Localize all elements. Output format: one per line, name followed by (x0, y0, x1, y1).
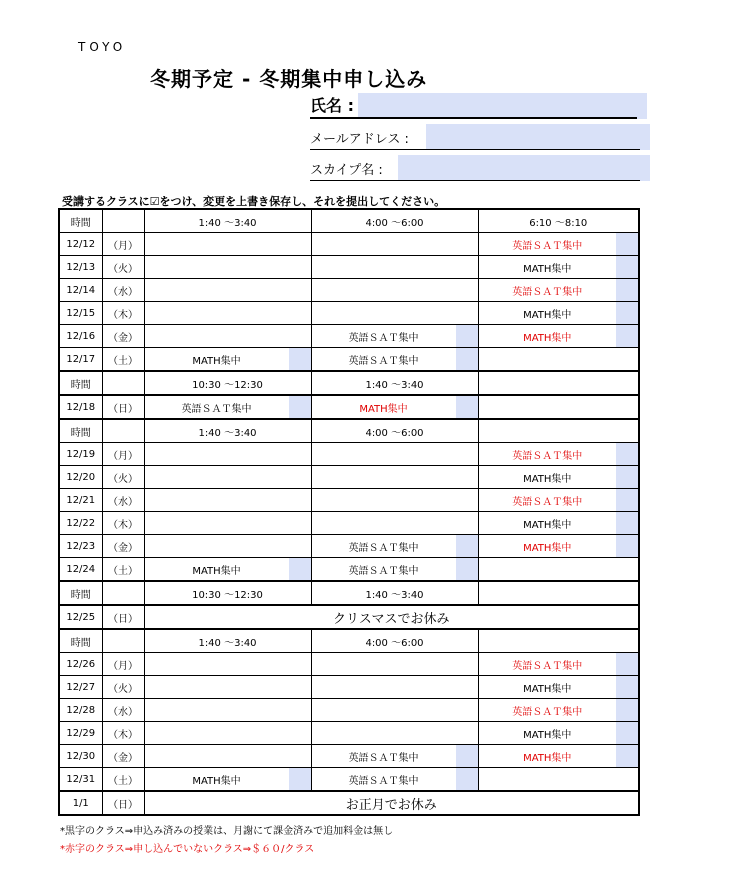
time-slot-cell (478, 629, 639, 653)
class-cell[interactable] (478, 699, 639, 722)
page-title: 冬期予定 - 冬期集中申し込み (150, 67, 428, 91)
empty-cell (311, 233, 478, 256)
weekday-cell: （月） (102, 233, 144, 256)
date-cell: 12/15 (59, 302, 102, 325)
empty-cell (311, 653, 478, 676)
email-field (310, 124, 650, 150)
schedule-row (59, 676, 639, 699)
weekday-cell: （土） (102, 768, 144, 792)
class-cell[interactable] (478, 745, 639, 768)
schedule-row (59, 653, 639, 676)
schedule-row (59, 466, 639, 489)
schedule-row (59, 325, 639, 348)
date-cell: 12/19 (59, 443, 102, 466)
schedule-table (58, 208, 640, 816)
time-slot-cell: 1:40 ～3:40 (311, 581, 478, 605)
class-label: MATH集中 (192, 355, 241, 367)
time-slot-cell: 10:30 ～12:30 (144, 371, 311, 395)
schedule-row (59, 558, 639, 582)
weekday-cell (102, 581, 144, 605)
empty-cell (478, 558, 639, 582)
weekday-cell: （日） (102, 605, 144, 629)
weekday-cell: （火） (102, 466, 144, 489)
holiday-cell: クリスマスでお休み (144, 605, 639, 629)
class-cell[interactable] (478, 489, 639, 512)
time-header-row (59, 371, 639, 395)
name-label: 氏名 : (310, 96, 354, 115)
schedule-row (59, 489, 639, 512)
weekday-cell: （木） (102, 512, 144, 535)
empty-cell (311, 302, 478, 325)
class-label: 英語ＳＡＴ集中 (512, 660, 583, 672)
weekday-cell: （水） (102, 699, 144, 722)
class-cell[interactable] (144, 558, 311, 582)
schedule-row (59, 605, 639, 629)
class-cell[interactable] (478, 722, 639, 745)
class-label: 英語ＳＡＴ集中 (512, 496, 583, 508)
class-cell[interactable] (478, 676, 639, 699)
schedule-row (59, 302, 639, 325)
class-label: 英語ＳＡＴ集中 (512, 450, 583, 462)
date-cell: 12/21 (59, 489, 102, 512)
class-cell[interactable] (311, 745, 478, 768)
empty-cell (144, 279, 311, 302)
class-cell[interactable] (478, 279, 639, 302)
class-label: MATH集中 (523, 332, 572, 344)
weekday-cell: （金） (102, 535, 144, 558)
class-cell[interactable] (144, 768, 311, 792)
class-cell[interactable] (311, 768, 478, 792)
time-header-row (59, 419, 639, 443)
schedule-row (59, 535, 639, 558)
holiday-cell: お正月でお休み (144, 791, 639, 815)
weekday-cell: （金） (102, 325, 144, 348)
schedule-row (59, 745, 639, 768)
note-black: *黒字のクラス⇒申込み済みの授業は、月謝にて課金済みで追加料金は無し (60, 826, 394, 837)
empty-cell (311, 512, 478, 535)
time-header-row (59, 629, 639, 653)
empty-cell (144, 302, 311, 325)
empty-cell (144, 745, 311, 768)
class-label: MATH集中 (523, 729, 572, 741)
class-label: 英語ＳＡＴ集中 (348, 332, 419, 344)
class-cell[interactable] (478, 325, 639, 348)
class-cell[interactable] (478, 466, 639, 489)
schedule-row (59, 791, 639, 815)
class-cell[interactable] (311, 395, 478, 419)
empty-cell (311, 256, 478, 279)
email-underline (310, 149, 640, 150)
class-cell[interactable] (478, 256, 639, 279)
class-label: MATH集中 (523, 309, 572, 321)
empty-cell (144, 512, 311, 535)
schedule-row (59, 348, 639, 372)
time-slot-cell: 4:00 ～6:00 (311, 209, 478, 233)
weekday-cell: （土） (102, 558, 144, 582)
date-cell: 12/12 (59, 233, 102, 256)
class-label: 英語ＳＡＴ集中 (348, 752, 419, 764)
class-label: 英語ＳＡＴ集中 (512, 706, 583, 718)
class-label: MATH集中 (523, 542, 572, 554)
date-cell: 12/18 (59, 395, 102, 419)
class-cell[interactable] (478, 233, 639, 256)
weekday-cell: （木） (102, 302, 144, 325)
skype-input[interactable] (398, 155, 650, 181)
date-cell: 12/13 (59, 256, 102, 279)
schedule-row (59, 722, 639, 745)
class-cell[interactable] (311, 348, 478, 372)
class-label: 英語ＳＡＴ集中 (348, 355, 419, 367)
weekday-cell: （土） (102, 348, 144, 372)
email-input[interactable] (426, 124, 650, 150)
class-label: MATH集中 (523, 683, 572, 695)
weekday-cell: （火） (102, 256, 144, 279)
name-input[interactable] (358, 93, 647, 119)
time-slot-cell (478, 419, 639, 443)
time-slot-cell: 1:40 ～3:40 (144, 209, 311, 233)
date-cell: 12/31 (59, 768, 102, 792)
class-label: 英語ＳＡＴ集中 (348, 542, 419, 554)
empty-cell (144, 535, 311, 558)
class-label: MATH集中 (523, 519, 572, 531)
class-cell[interactable] (311, 535, 478, 558)
class-label: MATH集中 (359, 403, 408, 415)
date-cell: 時間 (59, 209, 102, 233)
class-cell[interactable] (478, 443, 639, 466)
class-cell[interactable] (144, 395, 311, 419)
time-slot-cell (478, 371, 639, 395)
empty-cell (144, 489, 311, 512)
name-underline (310, 117, 637, 119)
empty-cell (478, 348, 639, 372)
schedule-row (59, 512, 639, 535)
class-cell[interactable] (311, 325, 478, 348)
date-cell: 12/20 (59, 466, 102, 489)
empty-cell (311, 443, 478, 466)
date-cell: 12/17 (59, 348, 102, 372)
empty-cell (144, 325, 311, 348)
empty-cell (311, 279, 478, 302)
skype-underline (310, 180, 640, 181)
class-label: MATH集中 (192, 775, 241, 787)
time-slot-cell (478, 581, 639, 605)
weekday-cell: （金） (102, 745, 144, 768)
skype-label: スカイプ名 : (310, 163, 383, 178)
class-label: 英語ＳＡＴ集中 (512, 240, 583, 252)
class-label: MATH集中 (523, 263, 572, 275)
time-header-row (59, 581, 639, 605)
date-cell: 12/27 (59, 676, 102, 699)
date-cell: 1/1 (59, 791, 102, 815)
weekday-cell (102, 209, 144, 233)
skype-field (310, 155, 650, 181)
class-label: MATH集中 (523, 473, 572, 485)
schedule-row (59, 443, 639, 466)
name-field (310, 93, 647, 119)
email-label: メールアドレス : (310, 132, 409, 147)
date-cell: 12/23 (59, 535, 102, 558)
weekday-cell: （火） (102, 676, 144, 699)
date-cell: 時間 (59, 581, 102, 605)
date-cell: 時間 (59, 371, 102, 395)
empty-cell (478, 395, 639, 419)
weekday-cell: （月） (102, 443, 144, 466)
class-label: 英語ＳＡＴ集中 (512, 286, 583, 298)
brand-logo-text: TOYO (78, 40, 127, 54)
date-cell: 12/30 (59, 745, 102, 768)
date-cell: 時間 (59, 419, 102, 443)
date-cell: 12/24 (59, 558, 102, 582)
class-label: 英語ＳＡＴ集中 (181, 403, 252, 415)
schedule-row (59, 395, 639, 419)
date-cell: 12/28 (59, 699, 102, 722)
schedule-row (59, 279, 639, 302)
schedule-row (59, 233, 639, 256)
time-slot-cell: 4:00 ～6:00 (311, 419, 478, 443)
time-slot-cell: 6:10 ～8:10 (478, 209, 639, 233)
time-header-row (59, 209, 639, 233)
empty-cell (311, 676, 478, 699)
time-slot-cell: 1:40 ～3:40 (144, 629, 311, 653)
date-cell: 時間 (59, 629, 102, 653)
instruction-text: 受講するクラスに☑をつけ、変更を上書き保存し、それを提出してください。 (62, 195, 446, 208)
weekday-cell (102, 371, 144, 395)
date-cell: 12/16 (59, 325, 102, 348)
empty-cell (144, 233, 311, 256)
date-cell: 12/14 (59, 279, 102, 302)
empty-cell (144, 676, 311, 699)
time-slot-cell: 4:00 ～6:00 (311, 629, 478, 653)
weekday-cell (102, 629, 144, 653)
empty-cell (478, 768, 639, 792)
class-label: MATH集中 (523, 752, 572, 764)
schedule-row (59, 256, 639, 279)
empty-cell (311, 489, 478, 512)
date-cell: 12/26 (59, 653, 102, 676)
weekday-cell (102, 419, 144, 443)
class-cell[interactable] (144, 348, 311, 372)
weekday-cell: （木） (102, 722, 144, 745)
time-slot-cell: 10:30 ～12:30 (144, 581, 311, 605)
empty-cell (144, 256, 311, 279)
time-slot-cell: 1:40 ～3:40 (311, 371, 478, 395)
empty-cell (144, 699, 311, 722)
class-label: 英語ＳＡＴ集中 (348, 775, 419, 787)
date-cell: 12/29 (59, 722, 102, 745)
class-cell[interactable] (478, 653, 639, 676)
weekday-cell: （日） (102, 791, 144, 815)
empty-cell (144, 466, 311, 489)
weekday-cell: （水） (102, 489, 144, 512)
empty-cell (311, 699, 478, 722)
weekday-cell: （日） (102, 395, 144, 419)
class-cell[interactable] (478, 512, 639, 535)
schedule-row (59, 768, 639, 792)
schedule-row (59, 699, 639, 722)
empty-cell (311, 722, 478, 745)
time-slot-cell: 1:40 ～3:40 (144, 419, 311, 443)
empty-cell (144, 443, 311, 466)
class-cell[interactable] (478, 535, 639, 558)
class-cell[interactable] (478, 302, 639, 325)
empty-cell (311, 466, 478, 489)
date-cell: 12/25 (59, 605, 102, 629)
note-red: *赤字のクラス⇒申し込んでいないクラス⇒＄６０/クラス (60, 844, 315, 855)
class-cell[interactable] (311, 558, 478, 582)
date-cell: 12/22 (59, 512, 102, 535)
weekday-cell: （月） (102, 653, 144, 676)
weekday-cell: （水） (102, 279, 144, 302)
class-label: MATH集中 (192, 565, 241, 577)
empty-cell (144, 653, 311, 676)
empty-cell (144, 722, 311, 745)
class-label: 英語ＳＡＴ集中 (348, 565, 419, 577)
